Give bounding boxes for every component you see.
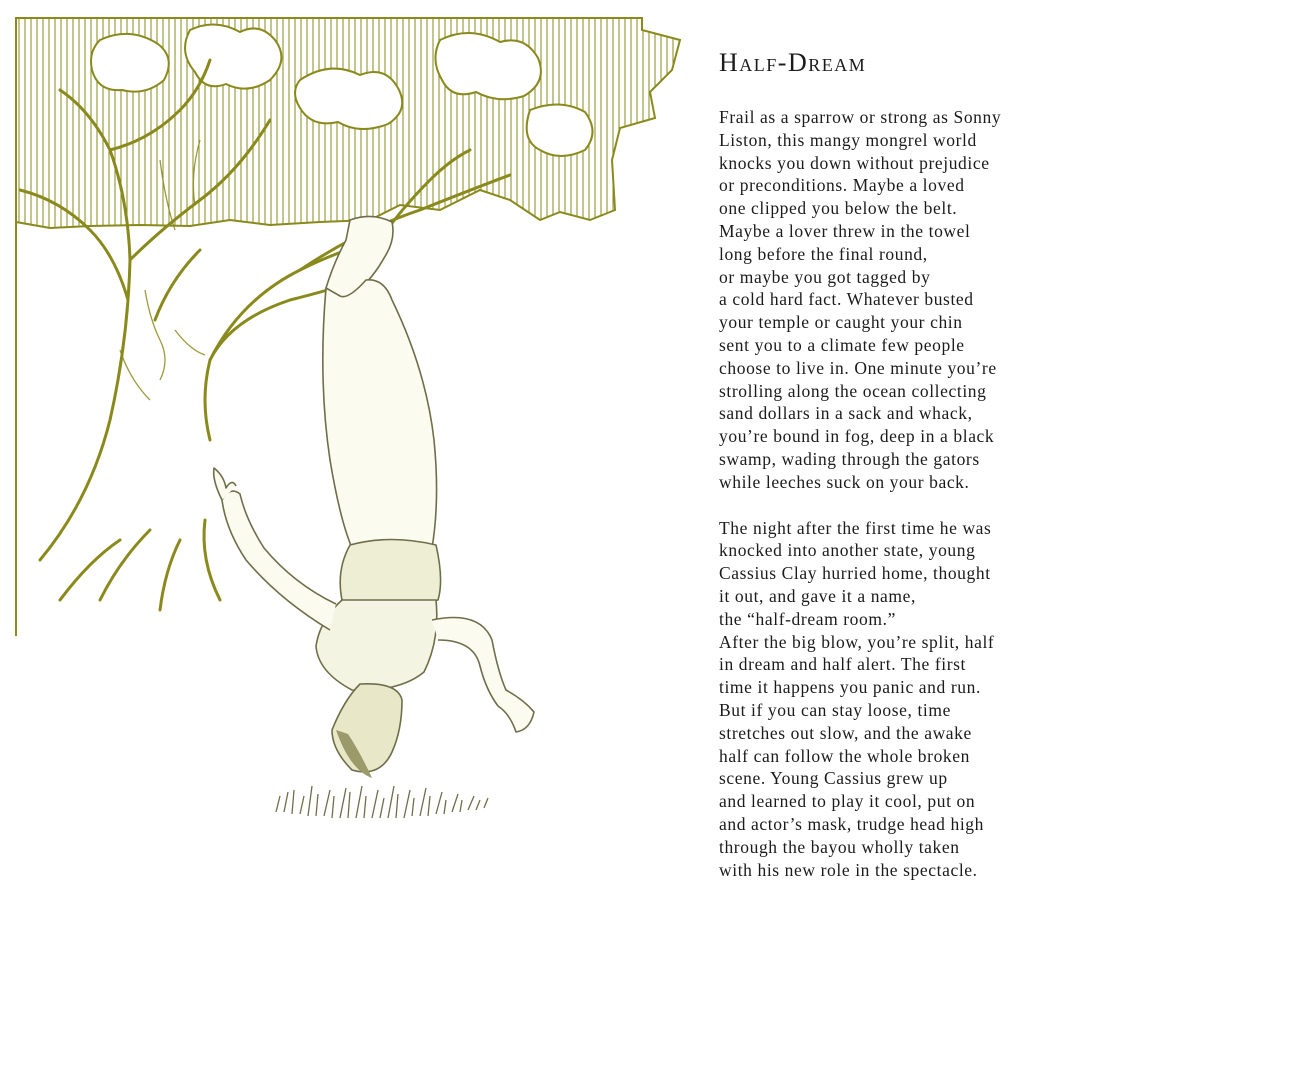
poem-line: one clipped you below the belt. bbox=[719, 198, 958, 219]
poem-line: Maybe a lover threw in the towel bbox=[719, 220, 971, 241]
poem-line: The night after the first time he was bbox=[719, 517, 992, 538]
poem-line: Cassius Clay hurried home, thought bbox=[719, 563, 991, 584]
poem-line: Liston, this mangy mongrel world bbox=[719, 129, 977, 150]
poem-line: But if you can stay loose, time bbox=[719, 699, 951, 720]
poem-line: sent you to a climate few people bbox=[719, 334, 965, 355]
poem-line: while leeches suck on your back. bbox=[719, 471, 970, 492]
poem-line: the “half-dream room.” bbox=[719, 608, 896, 629]
poem-line: your temple or caught your chin bbox=[719, 312, 963, 333]
poem-line: or maybe you got tagged by bbox=[719, 266, 931, 287]
poem-line: stretches out slow, and the awake bbox=[719, 722, 972, 743]
poem-line: After the big blow, you’re split, half bbox=[719, 631, 995, 652]
poem-line: half can follow the whole broken bbox=[719, 745, 970, 766]
tree-boy-drawing bbox=[0, 0, 690, 860]
poem-line: choose to live in. One minute you’re bbox=[719, 357, 997, 378]
poem-line: in dream and half alert. The first bbox=[719, 654, 967, 675]
poem-line: it out, and gave it a name, bbox=[719, 585, 916, 606]
stanza-2 bbox=[719, 517, 1279, 882]
poem-line: sand dollars in a sack and whack, bbox=[719, 403, 973, 424]
illustration bbox=[0, 0, 690, 860]
poem-line: strolling along the ocean collecting bbox=[719, 380, 987, 401]
poem-line: knocks you down without prejudice bbox=[719, 152, 990, 173]
poem-line: you’re bound in fog, deep in a black bbox=[719, 426, 995, 447]
poem-line: swamp, wading through the gators bbox=[719, 448, 980, 469]
poem-line: or preconditions. Maybe a loved bbox=[719, 175, 965, 196]
grass bbox=[276, 786, 488, 818]
poem-line: time it happens you panic and run. bbox=[719, 677, 981, 698]
poem-line: and actor’s mask, trudge head high bbox=[719, 813, 985, 834]
poem-line: through the bayou wholly taken bbox=[719, 836, 960, 857]
stanza-1 bbox=[719, 106, 1279, 494]
poem-line: with his new role in the spectacle. bbox=[719, 859, 978, 880]
poem-title: Half-Dream bbox=[719, 48, 867, 77]
poem-line: Frail as a sparrow or strong as Sonny bbox=[719, 107, 1002, 127]
poem-line: and learned to play it cool, put on bbox=[719, 791, 976, 812]
poem-line: scene. Young Cassius grew up bbox=[719, 768, 948, 789]
hanging-boy bbox=[214, 216, 534, 778]
poem-line: a cold hard fact. Whatever busted bbox=[719, 289, 974, 310]
poem-line: long before the final round, bbox=[719, 243, 928, 264]
poem-line: knocked into another state, young bbox=[719, 540, 976, 561]
poem bbox=[719, 48, 1279, 904]
